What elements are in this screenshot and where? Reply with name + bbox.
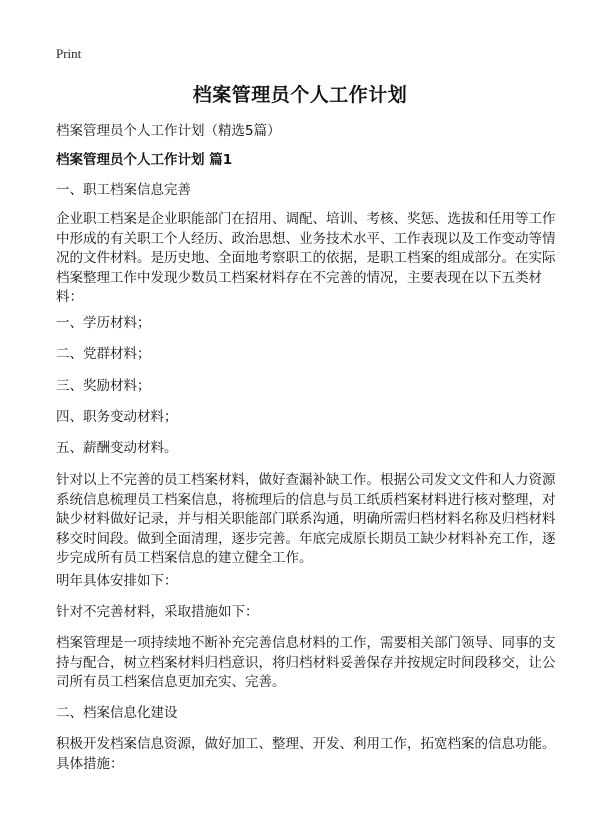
list-item: 三、奖励材料； (56, 378, 151, 394)
list-item: 五、薪酬变动材料。 (56, 440, 178, 456)
paragraph-summary: 档案管理是一项持续地不断补充完善信息材料的工作，需要相关部门领导、同事的支持与配合，树立档案材料归档意识，将归档材料妥善保存并按规定时间段移交，让公司所有员工档案信息更加充实、完善。 (56, 635, 556, 690)
section-title: 档案管理员个人工作计划 篇1 (56, 152, 233, 168)
page-title: 档案管理员个人工作计划 (192, 84, 408, 106)
paragraph-intro: 企业职工档案是企业职能部门在招用、调配、培训、考核、奖惩、选拔和任用等工作中形成的有关职工个人经历、政治思想、业务技术水平、工作表现以及工作变动等情况的文件材料。是历史地、全面地考察职工的依据，是职工档案的组成部分。在实际档案整理工作中发现少数员工档案材料存在不完善的情况，主要表现在以下五类材料： (56, 211, 556, 305)
list-item: 一、学历材料； (56, 315, 151, 331)
paragraph-actions: 针对不完善材料，采取措施如下： (56, 604, 259, 620)
heading-employee-records: 一、职工档案信息完善 (56, 182, 191, 198)
heading-informatization: 二、档案信息化建设 (56, 705, 178, 721)
list-item: 二、党群材料； (56, 346, 151, 362)
paragraph-plan: 明年具体安排如下： (56, 573, 178, 589)
print-link[interactable]: Print (56, 46, 82, 61)
paragraph-informatization: 积极开发档案信息资源，做好加工、整理、开发、利用工作，拓宽档案的信息功能。具体措施： (56, 736, 556, 772)
list-item: 四、职务变动材料； (56, 409, 178, 425)
paragraph-measures: 针对以上不完善的员工档案材料，做好查漏补缺工作。根据公司发文文件和人力资源系统信息梳理员工档案信息，将梳理后的信息与员工纸质档案材料进行核对整理，对缺少材料做好记录，并与相关职能部门联系沟通，明确所需归档材料名称及归档材料移交时间段。做到全面清理，逐步完善。年底完成原长期员工缺少材料补充工作，逐步完成所有员工档案信息的建立健全工作。 (56, 472, 556, 566)
document-subtitle: 档案管理员个人工作计划（精选5篇） (56, 123, 281, 139)
